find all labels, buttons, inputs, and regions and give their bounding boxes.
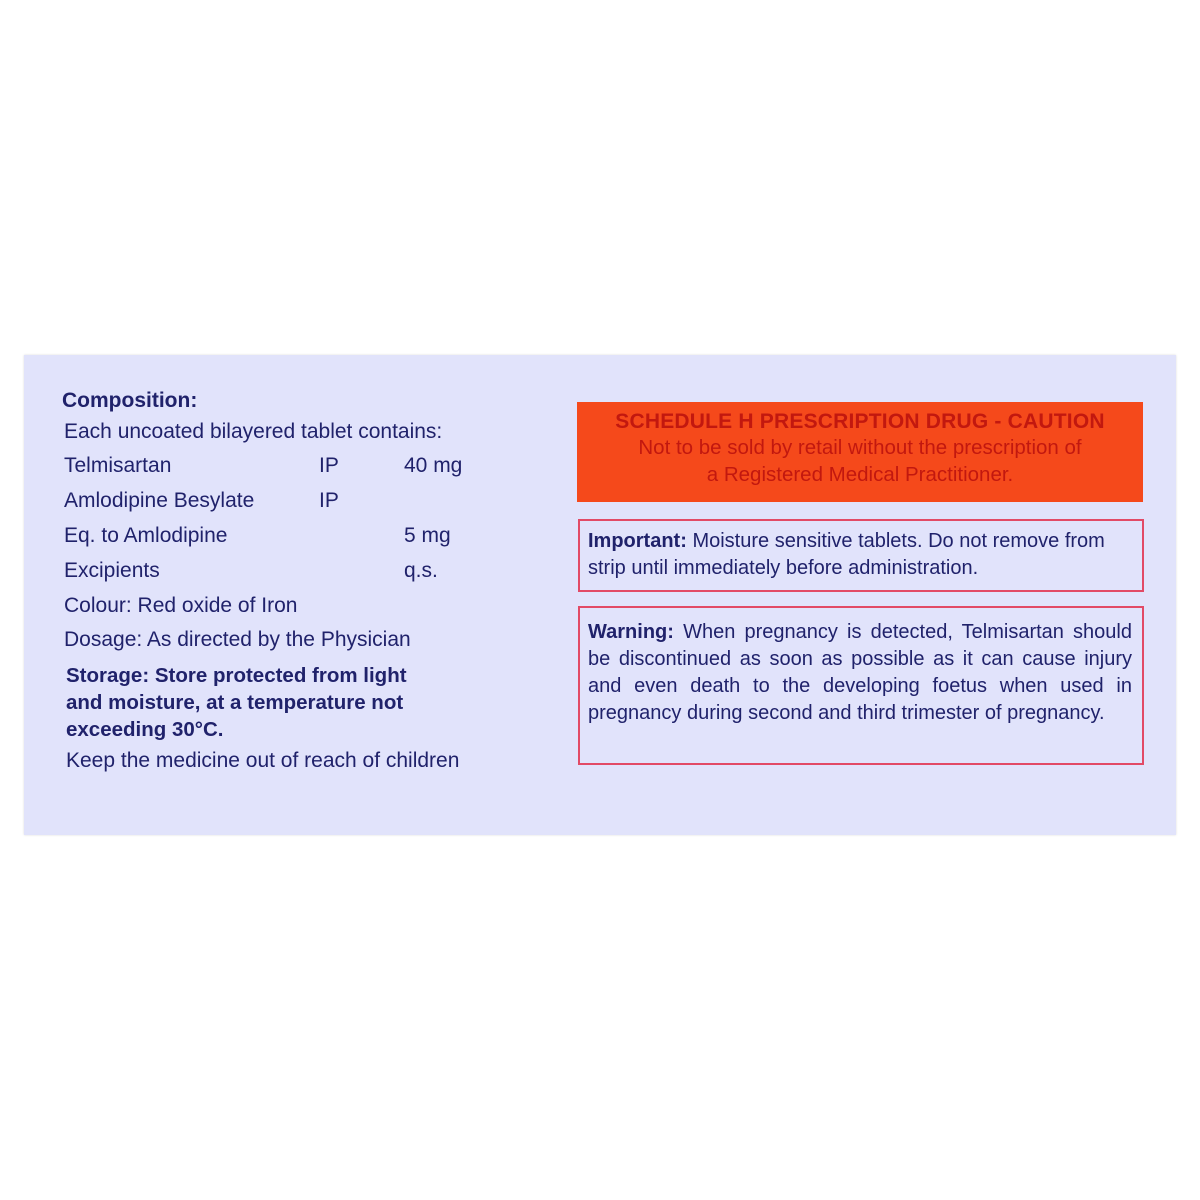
important-label: Important: xyxy=(588,530,687,552)
ingredient-name: Eq. to Amlodipine xyxy=(64,524,228,547)
dosage-line: Dosage: As directed by the Physician xyxy=(64,628,411,651)
composition-intro: Each uncoated bilayered tablet contains: xyxy=(64,420,443,443)
ingredient-row xyxy=(64,524,562,549)
schedule-title: SCHEDULE H PRESCRIPTION DRUG - CAUTION xyxy=(615,410,1105,433)
ingredient-name: Telmisartan xyxy=(64,454,172,477)
colour-line: Colour: Red oxide of Iron xyxy=(64,594,298,617)
warning-notice xyxy=(578,606,1144,765)
schedule-h-caution-box xyxy=(577,402,1143,502)
ingredient-row xyxy=(64,559,562,584)
carton-panel xyxy=(24,355,1176,835)
storage-line: Storage: Store protected from light xyxy=(66,664,407,687)
ingredient-row xyxy=(64,489,562,514)
important-notice xyxy=(578,519,1144,592)
warning-text: When pregnancy is detected, Telmisartan should be discontinued as soon as possible as it can cause injury and even death to the developing foetus when used in pregnancy during second and third trimester of pregnancy. xyxy=(588,621,1132,724)
composition-heading: Composition: xyxy=(62,389,198,412)
ingredient-name: Excipients xyxy=(64,559,160,582)
ingredient-quantity: q.s. xyxy=(404,559,438,582)
ingredient-standard: IP xyxy=(319,489,339,512)
composition-section xyxy=(62,389,562,773)
storage-line: exceeding 30°C. xyxy=(66,718,224,741)
storage-line: and moisture, at a temperature not xyxy=(66,691,404,714)
schedule-line: a Registered Medical Practitioner. xyxy=(706,463,1014,486)
warning-label: Warning: xyxy=(588,621,674,643)
keep-away-notice: Keep the medicine out of reach of children xyxy=(66,749,460,772)
ingredient-quantity: 40 mg xyxy=(404,454,463,477)
ingredient-row xyxy=(64,454,562,479)
schedule-line: Not to be sold by retail without the prescription of xyxy=(638,436,1082,459)
storage-instructions xyxy=(66,662,562,743)
ingredient-standard: IP xyxy=(319,454,339,477)
important-text: Moisture sensitive tablets. Do not remove from strip until immediately before administration. xyxy=(588,530,1105,579)
ingredient-quantity: 5 mg xyxy=(404,524,451,547)
ingredient-name: Amlodipine Besylate xyxy=(64,489,255,512)
